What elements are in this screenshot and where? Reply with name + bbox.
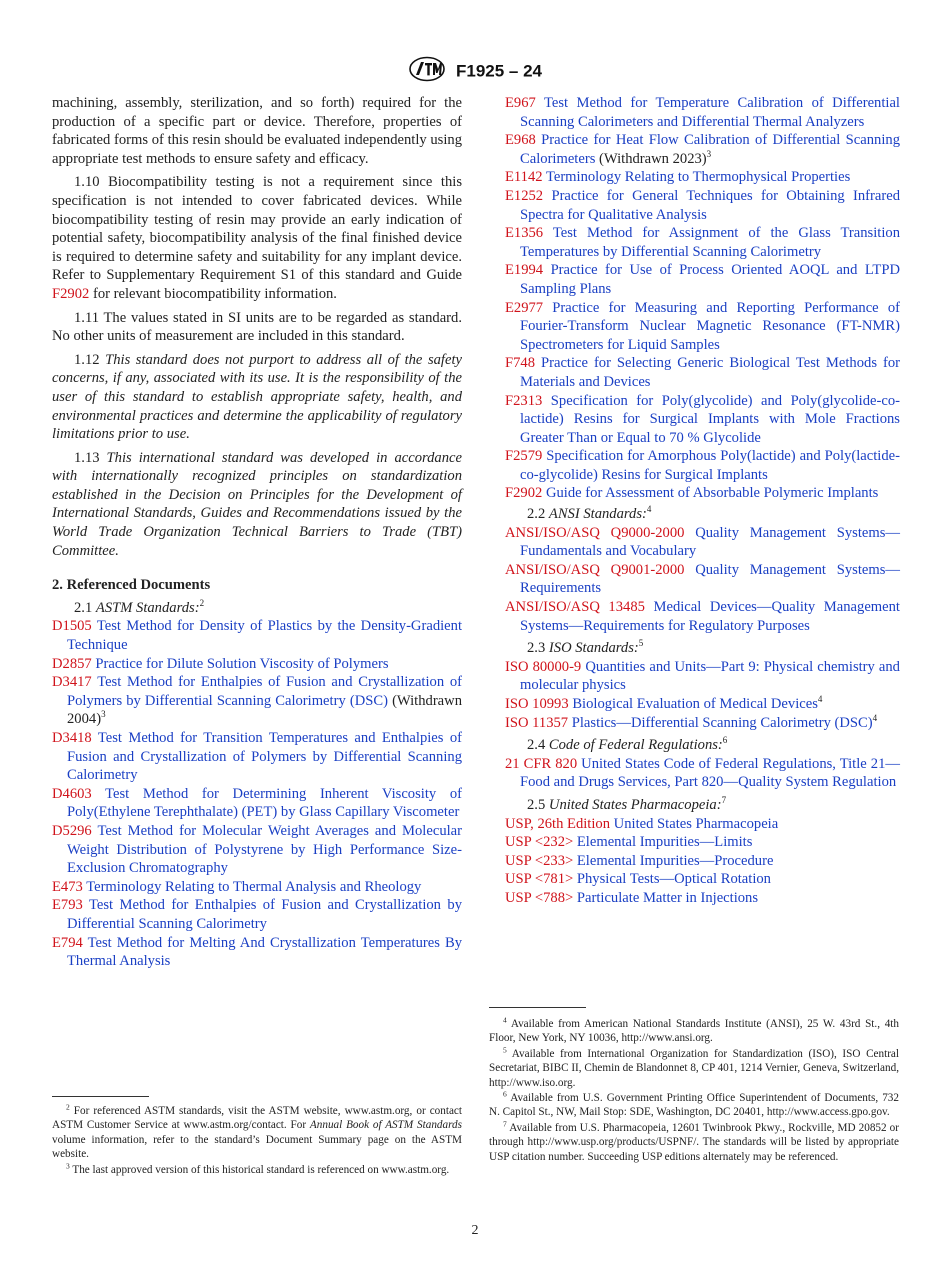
reference-code-link[interactable]: F2579 [505,448,543,465]
reference-title-link[interactable]: Practice for Measuring and Reporting Performance of Fourier-Transform Nuclear Magnetic Resonance (FT-NMR) Spectrometers for Liquid Samples [520,299,900,353]
reference-entry [505,187,900,224]
link-f2902[interactable]: F2902 [52,285,90,302]
reference-entry [505,131,900,168]
paragraph-1-13: 1.13 This international standard was developed in accordance with internationally recognized principles on standardization established in the Decision on Principles for the Development of International Standards, Guides and Recommendations issued by the World Trade Organization Technical Barriers to Trade (TBT) Committee. [52,449,462,559]
reference-title-link[interactable]: Test Method for Molecular Weight Averages and Molecular Weight Distribution of Polystyrene by High Performance Size-Exclusion Chromatography [67,822,463,877]
footnotes-left [52,1104,462,1178]
reference-code-link[interactable]: F2902 [505,485,543,502]
reference-code-link[interactable]: USP <781> [505,871,574,888]
reference-code-link[interactable]: USP <232> [505,834,574,851]
reference-title-link[interactable]: Biological Evaluation of Medical Devices [572,696,818,712]
paragraph-1-11: 1.11 The values stated in SI units are to be regarded as standard. No other units of measurement are included in this standard. [52,309,462,345]
reference-title-link[interactable]: Test Method for Assignment of the Glass Transition Temperatures by Differential Scanning Calorimetry [520,225,900,260]
reference-code-link[interactable]: ISO 10993 [505,696,569,712]
footnote-6: $^6$ Available from U.S. Government Printing Office Superintendent of Documents, 732 N. Capitol St., NW, Mail Stop: SDE, Washington, DC 20401, http://www.access.gpo.gov. [489,1089,899,1119]
subheading-cfr: 2.4 Code of Federal Regulations:$^6$ [527,735,728,754]
reference-entry [505,815,900,834]
reference-title-link[interactable]: Test Method for Determining Inherent Viscosity of Poly(Ethylene Terephthalate) (PET) by Glass Capillary Viscometer [67,785,462,821]
reference-entry [52,729,462,785]
reference-entry [52,785,462,822]
reference-entry [505,261,900,298]
footnote-ref: 4 [817,694,823,705]
iso-reference-list [505,658,900,732]
reference-code-link[interactable]: D3418 [52,730,92,746]
reference-code-link[interactable]: D1505 [52,618,92,635]
paragraph-1-12: 1.12 This standard does not purport to address all of the safety concerns, if any, associated with its use. It is the responsibility of the user of this standard to establish appropriate safety, health, and environmental practices and determine the applicability of regulatory limitations prior to use. [52,351,462,443]
reference-code-link[interactable]: USP, 26th Edition [505,815,611,832]
reference-entry [52,655,462,674]
reference-code-link[interactable]: E1252 [505,187,544,204]
astm-logo-icon [408,56,446,87]
subheading-usp: 2.5 United States Pharmacopeia:$^7$ [527,795,727,813]
reference-title-link[interactable]: Elemental Impurities—Procedure [576,852,774,869]
reference-title-link[interactable]: Terminology Relating to Thermal Analysis and Rheology [86,878,422,895]
paragraph-1-9-continued: machining, assembly, sterilization, and so forth) required for the production of a specific part or device. Therefore, properties of fabricated forms of this resin should be evaluated independently using appropriate test methods to ensure safety and efficacy. [52,95,462,167]
footnote-ref: 4 [872,712,878,723]
reference-entry [505,833,900,852]
reference-title-link[interactable]: Particulate Matter in Injections [576,889,759,906]
reference-code-link[interactable]: F748 [505,355,536,372]
reference-title-link[interactable]: Specification for Poly(glycolide) and Poly(glycolide-co-lactide) Resins for Surgical Implants with Mole Fractions Greater Than or Equal to 70 % Glycolide [520,392,900,446]
section-heading-referenced-documents: 2. Referenced Documents [52,577,211,594]
footnote-2: $^2$ For referenced ASTM standards, visit the ASTM website, www.astm.org, or contact ASTM Customer Service at www.astm.org/contact. For Annual Book of ASTM Standards volume information, refer to the standard’s Document Summary page on the ASTM website. [52,1102,462,1161]
reference-code-link[interactable]: E1142 [505,169,543,186]
reference-title-link[interactable]: Test Method for Melting And Crystallization Temperatures By Thermal Analysis [67,934,462,970]
reference-title-link[interactable]: Medical Devices—Quality Management Systems—Requirements for Regulatory Purposes [520,599,900,634]
reference-entry [505,524,900,561]
footnote-5: $^5$ Available from International Organization for Standardization (ISO), ISO Central Secretariat, BIBC II, Chemin de Blandonnet 8, CP 401, 1214 Vernier, Geneva, Switzerland, http://www.iso.org. [489,1045,899,1089]
footnotes-right [489,1017,899,1165]
reference-entry [505,852,900,871]
reference-title-link[interactable]: Quality Management Systems—Requirements [520,561,900,597]
reference-entry [52,617,462,654]
reference-entry [505,354,900,391]
reference-title-link[interactable]: Test Method for Density of Plastics by the Density-Gradient Technique [67,618,462,654]
subheading-iso-standards: 2.3 ISO Standards:$^5$ [527,638,644,657]
ansi-reference-list [505,524,900,636]
reference-code-link[interactable]: E1994 [505,262,544,279]
footnote-ref: 3 [101,709,106,720]
reference-entry [52,896,462,933]
reference-code-link[interactable]: D4603 [52,785,92,802]
reference-code-link[interactable]: ISO 80000-9 [505,658,582,675]
reference-title-link[interactable]: Specification for Amorphous Poly(lactide) and Poly(lactide-co-glycolide) Resins for Surgical Implants [520,448,900,483]
reference-title-link[interactable]: United States Code of Federal Regulations, Title 21—Food and Drugs Services, Part 820—Quality System Regulation [520,755,900,791]
document-designation: F1925 – 24 [455,61,542,81]
reference-entry [505,658,900,695]
reference-code-link[interactable]: ISO 11357 [505,714,569,731]
subheading-astm-standards: 2.1 ASTM Standards:$^2$ [74,597,205,616]
reference-title-link[interactable]: Quantities and Units—Part 9: Physical chemistry and molecular physics [520,658,900,694]
reference-code-link[interactable]: D5296 [52,822,92,839]
reference-title-link[interactable]: Test Method for Enthalpies of Fusion and Crystallization of Polymers by Differential Scanning Calorimetry (DSC) [67,674,462,709]
reference-code-link[interactable]: USP <788> [505,889,574,906]
reference-code-link[interactable]: D2857 [52,655,92,672]
reference-code-link[interactable]: E1356 [505,225,544,242]
page-number: 2 [471,1223,479,1238]
withdrawn-note: (Withdrawn 2004) [67,692,462,728]
reference-code-link[interactable]: ANSI/ISO/ASQ Q9000-2000 [505,524,685,541]
right-column [505,94,900,908]
usp-reference-list [505,815,900,908]
cfr-reference-list [505,755,900,792]
reference-title-link[interactable]: Practice for Dilute Solution Viscosity of Polymers [95,655,389,672]
reference-entry [505,168,900,187]
reference-title-link[interactable]: Quality Management Systems—Fundamentals and Vocabulary [520,524,900,560]
footnote-7: $^7$ Available from U.S. Pharmacopeia, 12601 Twinbrook Pkwy., Rockville, MD 20852 or through http://www.usp.org/products/USPNF/. The standards will be listed by appropriate USP citation number. Succeeding USP editions alternately may be referenced. [489,1119,899,1163]
reference-code-link[interactable]: E2977 [505,299,544,316]
reference-code-link[interactable]: ANSI/ISO/ASQ 13485 [505,599,645,616]
reference-title-link[interactable]: Terminology Relating to Thermophysical Properties [545,169,851,186]
reference-title-link[interactable]: Test Method for Transition Temperatures and Enthalpies of Fusion and Crystallization of Polymers by Differential Scanning Calorimetry [67,730,462,784]
reference-entry [505,755,900,792]
reference-code-link[interactable]: E473 [52,878,83,895]
reference-code-link[interactable]: F2313 [505,392,543,409]
footnote-divider-left [52,1096,149,1097]
reference-title-link[interactable]: Practice for General Techniques for Obtaining Infrared Spectra for Qualitative Analysis [520,187,900,223]
reference-entry [505,392,900,448]
astm-reference-list-right [505,94,900,503]
reference-title-link[interactable]: Test Method for Enthalpies of Fusion and Crystallization by Differential Scanning Calorimetry [67,897,462,932]
reference-entry [505,224,900,261]
reference-title-link[interactable]: Practice for Heat Flow Calibration of Differential Scanning Calorimeters [520,132,900,167]
reference-entry [52,673,462,729]
astm-reference-list-left [52,617,462,970]
reference-entry [52,822,462,878]
reference-entry [505,695,900,714]
reference-code-link[interactable]: E793 [52,897,83,914]
left-column [52,94,462,971]
reference-title-link[interactable]: Elemental Impurities—Limits [576,834,753,851]
footnote-divider-right [489,1007,586,1008]
reference-title-link[interactable]: Practice for Use of Process Oriented AOQL and LTPD Sampling Plans [520,262,900,297]
reference-entry [505,598,900,635]
reference-entry [52,934,462,971]
reference-code-link[interactable]: E967 [505,95,536,111]
reference-entry [505,299,900,355]
paragraph-1-10: 1.10 Biocompatibility testing is not a requirement since this specification is not intended to cover fabricated devices. While biocompatibility testing of resin may provide an early indication of potential safety, biocompatibility analysis of the final finished device is required to determine safety and suitability for any implant device. Refer to Supplementary Requirement S1 of this standard and Guide F2902 for relevant biocompatibility information. [52,174,462,302]
reference-entry [505,870,900,889]
footnote-3: $^3$ The last approved version of this historical standard is referenced on www.astm.org. [66,1160,450,1176]
reference-title-link[interactable]: Plastics—Differential Scanning Calorimetry (DSC) [571,714,873,731]
footnote-4: $^4$ Available from American National Standards Institute (ANSI), 25 W. 43rd St., 4th Floor, New York, NY 10036, http://www.ansi.org. [489,1015,899,1045]
reference-code-link[interactable]: 21 CFR 820 [505,755,578,772]
page-header [0,56,950,87]
reference-title-link[interactable]: Physical Tests—Optical Rotation [576,871,771,888]
reference-code-link[interactable]: ANSI/ISO/ASQ Q9001-2000 [505,561,685,578]
reference-code-link[interactable]: D3417 [52,674,92,691]
reference-entry [505,484,900,503]
reference-title-link[interactable]: Test Method for Temperature Calibration of Differential Scanning Calorimeters and Differential Thermal Analyzers [520,95,900,130]
reference-entry [505,94,900,131]
reference-title-link[interactable]: United States Pharmacopeia [613,815,779,832]
footnote-ref: 3 [706,148,712,159]
reference-entry [505,561,900,598]
subheading-ansi-standards: 2.2 ANSI Standards:$^4$ [527,504,652,523]
withdrawn-note: (Withdrawn 2023) [599,150,707,167]
reference-entry [505,714,900,733]
reference-code-link[interactable]: E968 [505,132,536,149]
reference-entry [52,878,462,897]
reference-title-link[interactable]: Practice for Selecting Generic Biological Test Methods for Materials and Devices [520,355,900,390]
reference-code-link[interactable]: USP <233> [505,852,574,869]
reference-entry [505,889,900,908]
reference-code-link[interactable]: E794 [52,934,83,951]
reference-entry [505,447,900,484]
reference-title-link[interactable]: Guide for Assessment of Absorbable Polymeric Implants [545,485,879,502]
